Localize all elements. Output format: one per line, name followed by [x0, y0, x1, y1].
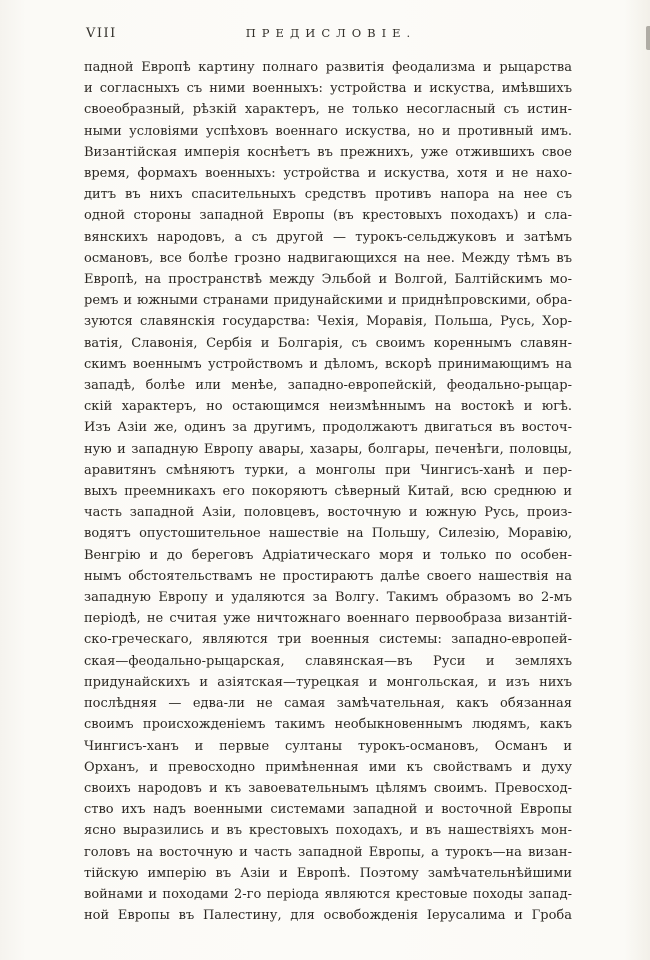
text-line: часть западной Азіи, половцевъ, восточную и южную Русь, произ- [84, 505, 572, 521]
text-line: аравитянъ смѣняютъ турки, а монголы при Чингисъ-ханѣ и пер- [84, 462, 572, 478]
text-line: выхъ преемникахъ его покоряютъ сѣверный Китай, всю среднюю и [84, 484, 572, 500]
text-line: войнами и походами 2-го періода являются крестовые походы запад- [84, 886, 572, 902]
text-line: періодѣ, не считая уже ничтожнаго военнаго первообраза византій- [84, 611, 572, 627]
text-line: и согласныхъ съ ними военныхъ: устройства и искуства, имѣвшихъ [84, 81, 572, 97]
page-header [84, 22, 572, 44]
text-line: ремъ и южными странами придунайскими и приднѣпровскими, обра- [84, 293, 572, 309]
text-line: придунайскихъ и азіятская—турецкая и монгольская, и изъ нихъ [84, 674, 572, 690]
text-line: Византійская имперія коснѣетъ въ прежнихъ, уже отжившихъ свое [84, 144, 572, 160]
running-title: ПРЕДИСЛОВІЕ. [245, 26, 417, 40]
text-line: головъ на восточную и часть западной Европы, а турокъ—на визан- [84, 844, 572, 860]
text-line: ство ихъ надъ военными системами западной и восточной Европы [84, 802, 572, 818]
text-line: Европѣ, на пространствѣ между Эльбой и Волгой, Балтійскимъ мо- [84, 272, 572, 288]
scan-artifact [646, 26, 650, 50]
text-line: скій характеръ, но остающимся неизмѣннымъ на востокѣ и югѣ. [84, 399, 572, 415]
text-line: ной Европы въ Палестину, для освобожденія Іерусалима и Гроба [84, 908, 572, 924]
text-line: послѣдняя — едва-ли не самая замѣчательная, какъ обязанная [84, 696, 572, 712]
text-line: ясно выразились и въ крестовыхъ походахъ, и въ нашествіяхъ мон- [84, 823, 572, 839]
text-line: ская—феодально-рыцарская, славянская—въ Руси и земляхъ [84, 653, 572, 669]
text-line: падной Европѣ картину полнаго развитія феодализма и рыцарства [84, 60, 572, 75]
text-line: вянскихъ народовъ, а съ другой — турокъ-сельджуковъ и затѣмъ [84, 229, 572, 245]
text-line: западную Европу и удаляются за Волгу. Такимъ образомъ во 2-мъ [84, 590, 572, 606]
page-number: VIII [86, 26, 117, 41]
text-line: одной стороны западной Европы (въ крестовыхъ походахъ) и сла- [84, 208, 572, 224]
text-line: Изъ Азіи же, одинъ за другимъ, продолжаютъ двигаться въ восточ- [84, 420, 572, 436]
text-line: османовъ, все болѣе грозно надвигающихся на нее. Между тѣмъ въ [84, 250, 572, 266]
text-line: ную и западную Европу авары, хазары, болгары, печенѣги, половцы, [84, 441, 572, 457]
text-line: своихъ народовъ и къ завоевательнымъ цѣлямъ своимъ. Превосход- [84, 780, 572, 796]
text-line: нымъ обстоятельствамъ не простираютъ далѣе своего нашествія на [84, 568, 572, 584]
text-line: скимъ военнымъ устройствомъ и дѣломъ, вскорѣ принимающимъ на [84, 356, 572, 372]
text-line: время, формахъ военныхъ: устройства и искуства, хотя и не нахо- [84, 166, 572, 182]
text-line: ватія, Славонія, Сербія и Болгарія, съ своимъ кореннымъ славян- [84, 335, 572, 351]
text-line: ными условіями успѣховъ военнаго искуства, но и противный имъ. [84, 123, 572, 139]
text-line: водятъ опустошительное нашествіе на Польшу, Силезію, Моравію, [84, 526, 572, 542]
text-line: Орханъ, и превосходно примѣненная ими къ свойствамъ и духу [84, 759, 572, 775]
text-line: западѣ, болѣе или менѣе, западно-европейскій, феодально-рыцар- [84, 378, 572, 394]
text-line: Чингисъ-ханъ и первые султаны турокъ-османовъ, Османъ и [84, 738, 572, 754]
text-line: зуются славянскія государства: Чехія, Моравія, Польша, Русь, Хор- [84, 314, 572, 330]
text-line: Венгрію и до береговъ Адріатическаго моря и только по особен- [84, 547, 572, 563]
body-text [84, 57, 572, 926]
text-line: дитъ въ нихъ спасительныхъ средствъ противъ напора на нее съ [84, 187, 572, 203]
text-line: тійскую имперію въ Азіи и Европѣ. Поэтому замѣчательнѣйшими [84, 865, 572, 881]
text-line: ско-греческаго, являются три военныя системы: западно-европей- [84, 632, 572, 648]
text-line: своеобразный, рѣзкій характеръ, не только несогласный съ истин- [84, 102, 572, 118]
text-line: своимъ происхожденіемъ такимъ необыкновеннымъ людямъ, какъ [84, 717, 572, 733]
